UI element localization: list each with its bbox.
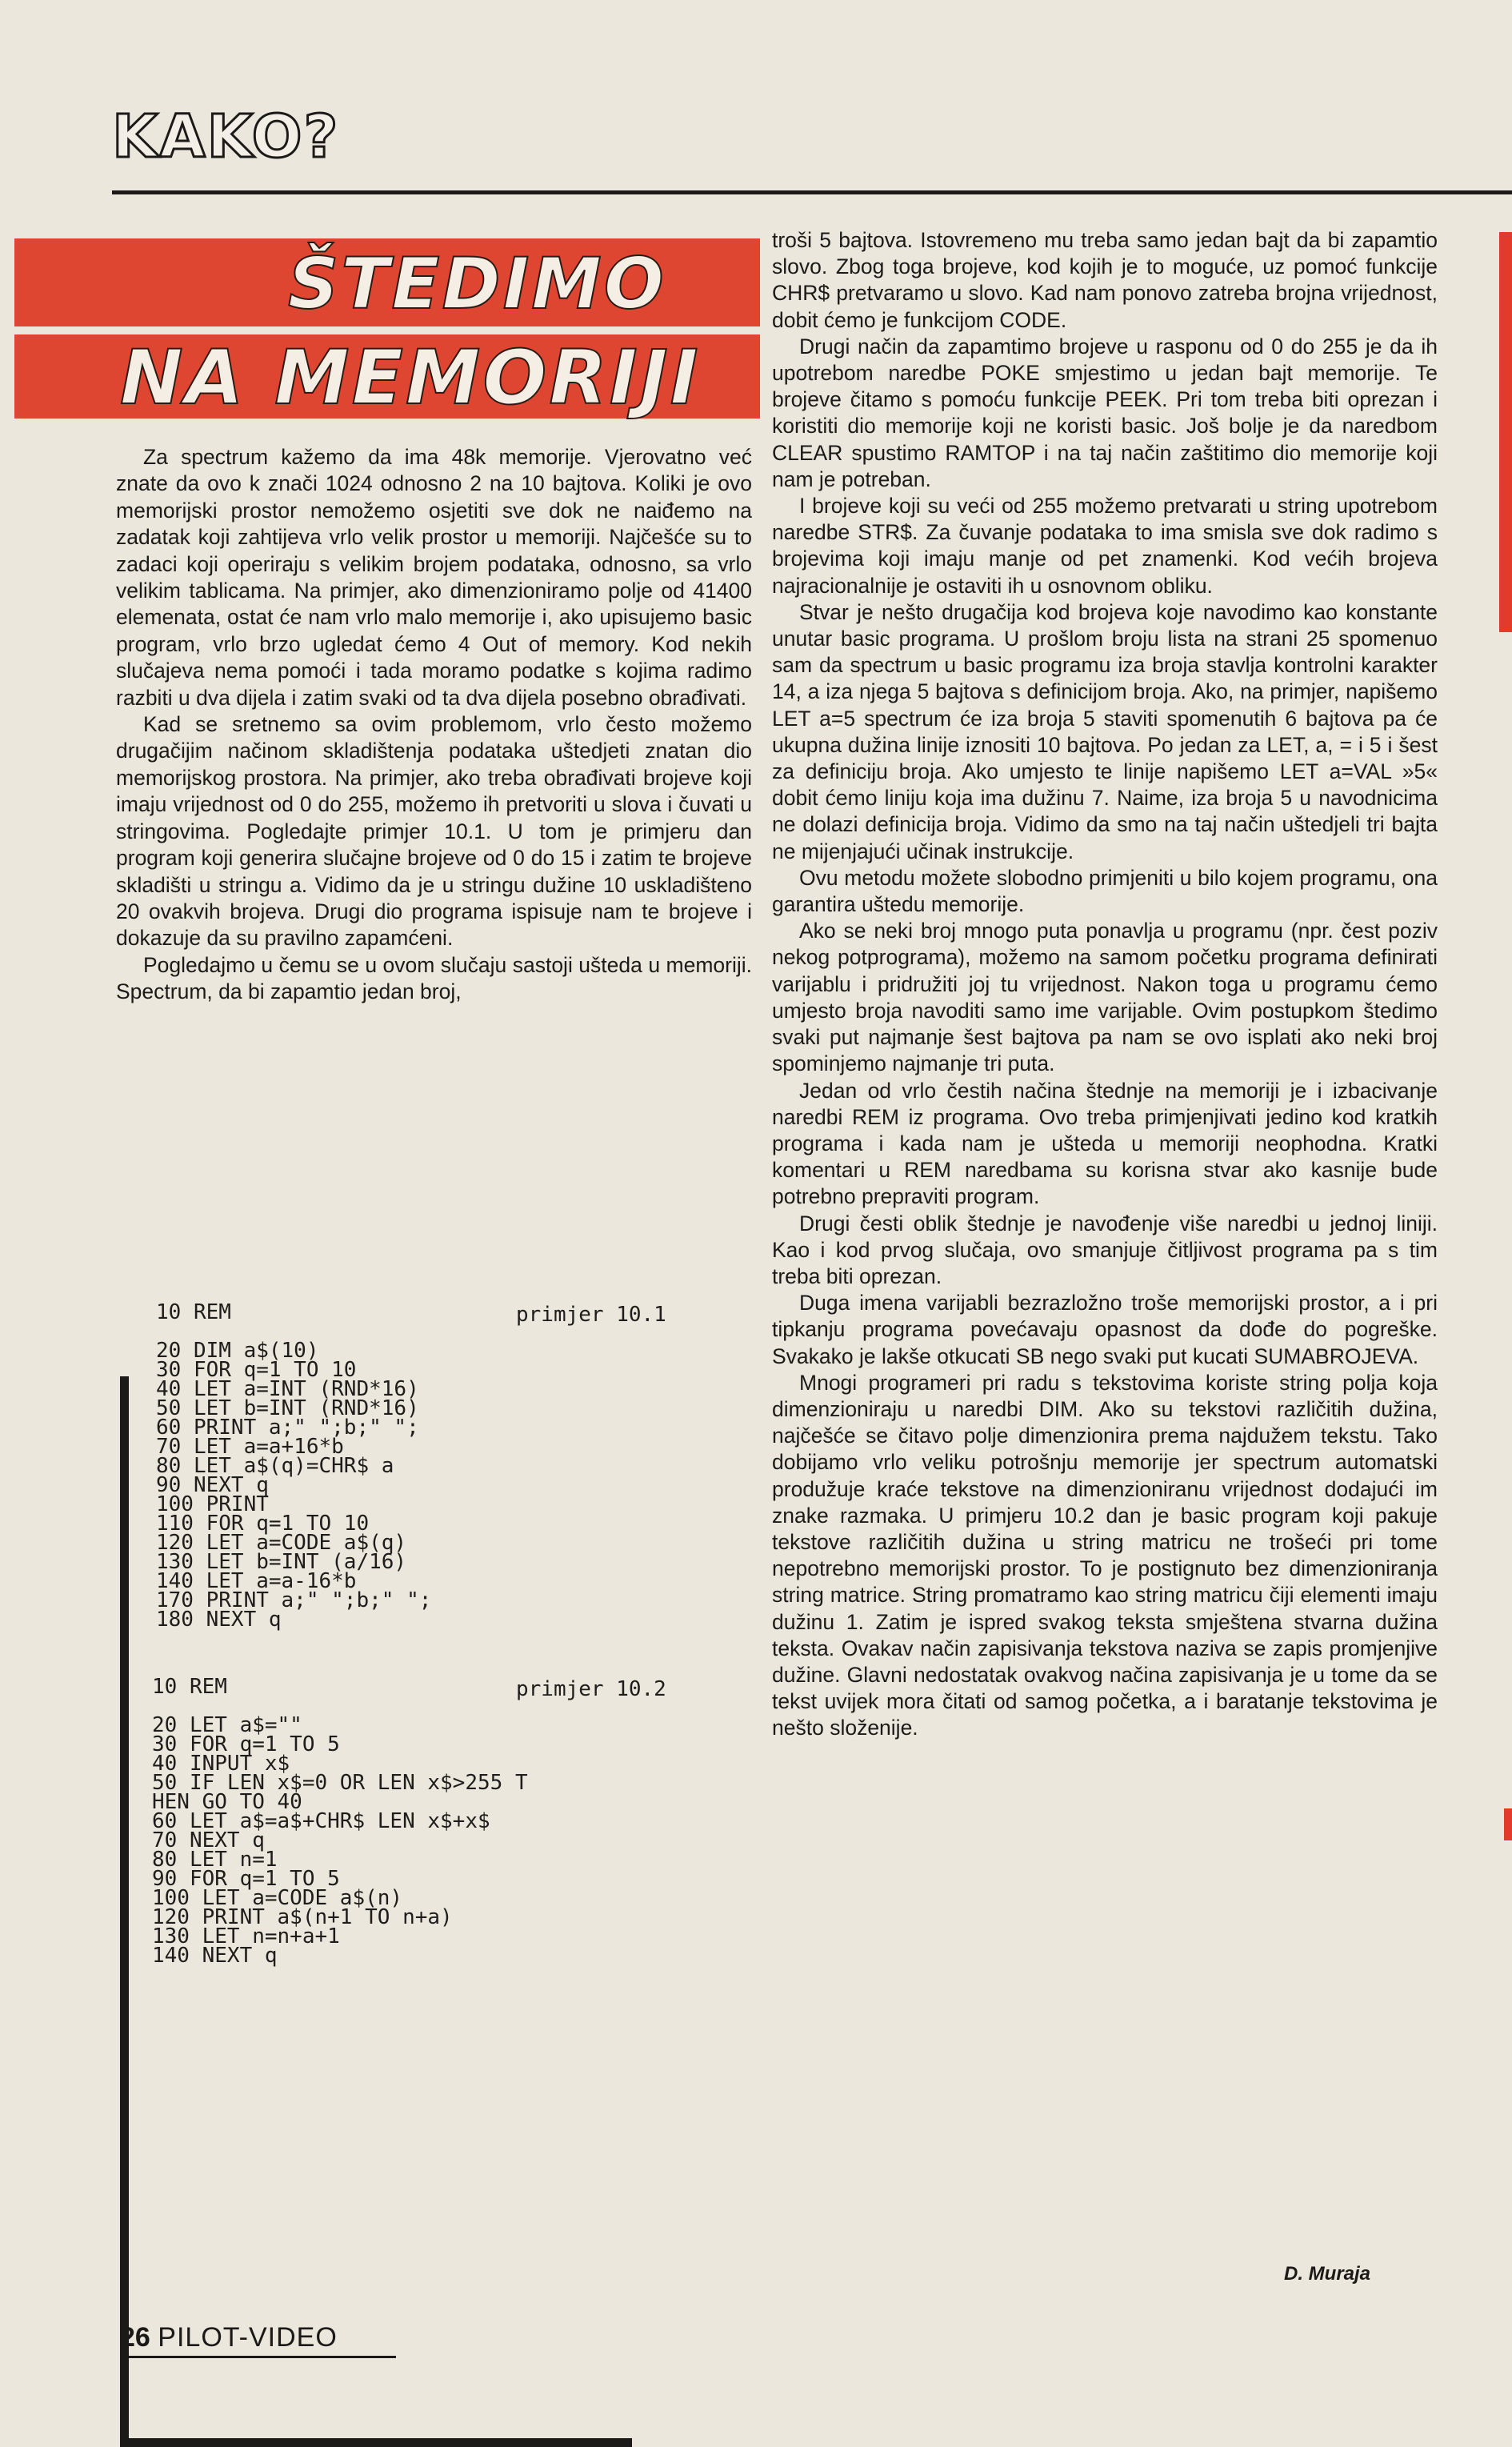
- paragraph: I brojeve koji su veći od 255 možemo pretvarati u string upotrebom naredbe STR$. Za čuvanje podataka to ima smisla sve dok radimo s brojevima koji imaju manje od pet znamenki. Kod većih brojeva najracionalnije je ostaviti ih u osnovnom obliku.: [772, 494, 1438, 598]
- edge-color-stripe: [1499, 232, 1512, 632]
- paragraph: Jedan od vrlo čestih načina štednje na memoriji je i izbacivanje naredbi REM iz programa. Ovo treba primjenjivati jedino kod kratkih programa i kada nam je ušteda u memoriji neophodna. Kratki komentari u REM naredbama su korisna stvar ako kasnije bude potrebno prepraviti program.: [772, 1078, 1438, 1209]
- headline-banner-gap: [14, 326, 760, 334]
- code-frame-bottom-bar: [120, 2438, 632, 2447]
- paragraph: Duga imena varijabli bezrazložno troše memorijski prostor, a i pri tipkanju programa povećavaju opasnost da dođe do pogreške. Svakako je lakše otkucati SB nego svaki put kucati SUMABROJEVA.: [772, 1291, 1438, 1368]
- article-left-column: [116, 444, 752, 1006]
- paragraph: Drugi česti oblik štednje je navođenje više naredbi u jednoj liniji. Kao i kod prvog slučaja, ovo smanjuje čitljivost programa pa s tim treba biti oprezan.: [772, 1211, 1438, 1288]
- paragraph: troši 5 bajtova. Istovremeno mu treba samo jedan bajt da bi zapamtio slovo. Zbog toga brojeve, kod kojih je to moguće, uz pomoć funkcije CHR$ pretvaramo u slovo. Kad nam ponovo zatreba brojna vrijednost, dobit ćemo je funkcijom CODE.: [772, 228, 1438, 332]
- page-number: 26: [120, 2322, 150, 2353]
- magazine-name: PILOT-VIDEO: [158, 2322, 338, 2353]
- paragraph: Drugi način da zapamtimo brojeve u rasponu od 0 do 255 je da ih upotrebom naredbe POKE smjestimo u jedan bajt memorije. Te brojeve čitamo s pomoću funkcije PEEK. Pri tom treba biti oprezan i koristiti dio memorije koji ne koristi basic. Još bolje je da naredbom CLEAR spustimo RAMTOP i na taj način zaštitimo dio memorije koji nam je potreban.: [772, 334, 1438, 491]
- article-right-column: [772, 227, 1438, 1742]
- paragraph: Mnogi programeri pri radu s tekstovima koriste string polja koja dimenzioniraju u naredbi DIM. Ako su tekstovi različitih dužina, najčešće se čitavo polje dimenzionira prema najdužem tekstu. Tako dobijamo vrlo veliku potrošnju memorije jer spectrum automatski produžuje kraće tekstove na dimenzioniranu vrijednost dodajući im znake razmaka. U primjeru 10.2 dan je basic program koji pakuje tekstove različitih dužina u string matricu ne trošeći pri tome nepotrebno memorijski prostor. To je postignuto bez dimenzioniranja string matrice. String promatramo kao string matricu čiji elementi imaju dužinu 1. Zatim je ispred svakog teksta smještena stvarna dužina teksta. Ovakav način zapisivanja tekstova naziva se zapis promjenjive dužine. Glavni nedostatak ovakvog načina zapisivanja je u tome da se tekst uvijek mora čitati od samog početka, a i baratanje tekstovima je nešto složenije.: [772, 1370, 1438, 1740]
- headline-line-1: ŠTEDIMO: [288, 242, 666, 325]
- paragraph: Ako se neki broj mnogo puta ponavlja u programu (npr. čest poziv nekog potprograma), možemo na samom početku programa definirati varijablu i pridružiti joj tu vrijednost. Nakon toga u programu ćemo umjesto broja navoditi samo ime varijable. Ovim postupkom štedimo svaki put najmanje šest bajtova pa nam se ovo isplati ako neki broj spominjemo najmanje tri puta.: [772, 919, 1438, 1076]
- author-signature: D. Muraja: [1284, 2263, 1371, 2285]
- paragraph: Za spectrum kažemo da ima 48k memorije. Vjerovatno već znate da ovo k znači 1024 odnosno 2 na 10 bajtova. Koliki je ovo memorijski prostor nemožemo osjetiti sve dok ne naiđemo na zadatak koji zahtijeva vrlo velik prostor u memoriji. Najčešće su to zadaci koji operiraju s velikim brojem podataka, odnosno, sa vrlo velikim tablicama. Na primjer, ako dimenzioniramo polje od 41400 elemenata, ostat će nam vrlo malo memorije i, ako upisujemo basic program, vrlo brzo ugledat ćemo 4 Out of memory. Kod nekih slučajeva nema pomoći i tada moramo podatke s kojima radimo razbiti u dva dijela i zatim svaki od ta dva dijela posebno obrađivati.: [116, 445, 752, 710]
- code-listing-1: 10 REM 20 DIM a$(10) 30 FOR q=1 TO 10 40 LET a=INT (RND*16) 50 LET b=INT (RND*16) 60 PRINT a;" ";b;" "; 70 LET a=a+16*b 80 LET a$(q)=CHR$ a 90 NEXT q 100 PRINT 110 FOR q=1 TO 10 120 LET a=CODE a$(q) 130 LET b=INT (a/16) 140 LET a=a-16*b 170 PRINT a;" ";b;" "; 180 NEXT q: [156, 1300, 432, 1632]
- example-2-label: primjer 10.2: [516, 1677, 666, 1701]
- headline-line-2: NA MEMORIJI: [120, 334, 701, 422]
- header-rule: [112, 190, 1512, 194]
- section-title: KAKO?: [112, 102, 340, 171]
- page-footer: [120, 2322, 338, 2353]
- paragraph: Pogledajmo u čemu se u ovom slučaju sastoji ušteda u memoriji. Spectrum, da bi zapamtio jedan broj,: [116, 952, 752, 1004]
- footer-rule: [120, 2356, 396, 2358]
- paragraph: Kad se sretnemo sa ovim problemom, vrlo često možemo drugačijim načinom skladištenja podataka uštedjeti znatan dio memorijskog prostora. Na primjer, ako treba obrađivati brojeve koji imaju vrijednost od 0 do 255, možemo ih pretvoriti u slova i čuvati u stringovima. Pogledajte primjer 10.1. U tom je primjeru dan program koji generira slučajne brojeve od 0 do 15 i zatim te brojeve skladišti u stringu a. Vidimo da je u stringu dužine 10 uskladišteno 20 ovakvih brojeva. Drugi dio programa ispisuje nam te brojeve i dokazuje da su pravilno zapamćeni.: [116, 712, 752, 951]
- edge-color-mark: [1504, 1808, 1512, 1840]
- paragraph: Ovu metodu možete slobodno primjeniti u bilo kojem programu, ona garantira uštedu memorije.: [772, 865, 1438, 917]
- paragraph: Stvar je nešto drugačija kod brojeva koje navodimo kao konstante unutar basic programa. U prošlom broju lista na strani 25 spomenuo sam da spectrum u basic programu iza broja stavlja kontrolni karakter 14, a iza njega 5 bajtova s definicijom broja. Ako, na primjer, napišemo LET a=5 spectrum će iza broja 5 staviti spomenutih 6 bajtova pa će ukupna dužina linije iznositi 10 bajtova. Po jedan za LET, a, = i 5 i šest za definiciju broja. Ako umjesto te linije napišemo LET a=VAL »5« dobit ćemo liniju koja ima dužinu 7. Naime, iza broja 5 u navodnicima ne dolazi definicija broja. Vidimo da smo na taj način uštedjeli tri bajta ne mijenjajući učinak instrukcije.: [772, 599, 1438, 863]
- code-frame-left-bar: [120, 1376, 129, 2447]
- example-1-label: primjer 10.1: [516, 1303, 666, 1327]
- code-listing-2: 10 REM 20 LET a$="" 30 FOR q=1 TO 5 40 INPUT x$ 50 IF LEN x$=0 OR LEN x$>255 T HEN GO TO 40 60 LET a$=a$+CHR$ LEN x$+x$ 70 NEXT q 80 LET n=1 90 FOR q=1 TO 5 100 LET a=CODE a$(n) 120 PRINT a$(n+1 TO n+a) 130 LET n=n+a+1 140 NEXT q: [152, 1675, 528, 1968]
